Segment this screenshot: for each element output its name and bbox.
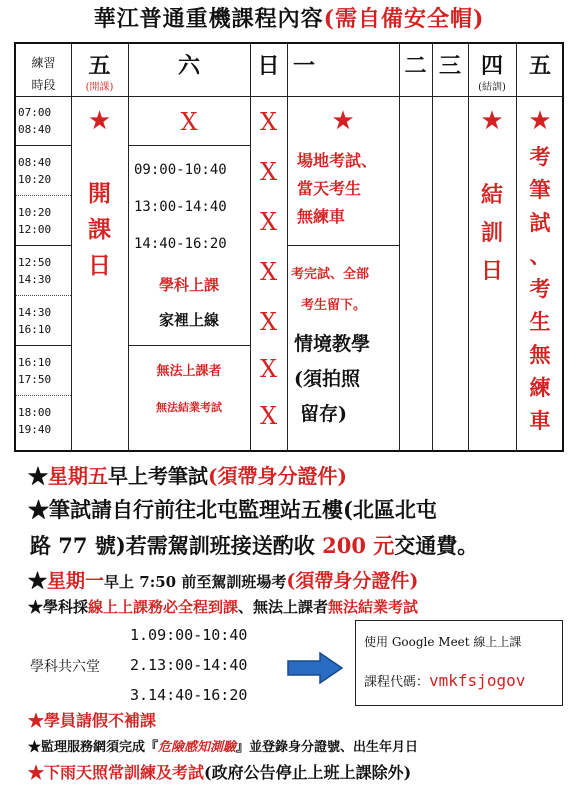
mon-situational: 情境教學 xyxy=(294,333,371,355)
mon-after-test-2: 考生留下。 xyxy=(301,298,367,313)
note-written-test-location: ★筆試請自行前往北屯監理站五樓(北區北屯 xyxy=(28,497,437,522)
header-label-practice: 練習 xyxy=(31,56,56,70)
note-no-makeup: ★學員請假不補課 xyxy=(28,711,157,730)
table-row-line xyxy=(16,145,71,146)
table-row-line xyxy=(128,345,250,346)
session-3: 3.14:40-16:20 xyxy=(130,686,248,704)
table-row-line xyxy=(287,245,399,246)
fri-test-text: 考 筆 試 、 考 生 無 練 車 xyxy=(529,144,551,433)
table-vline xyxy=(250,44,251,450)
day-mon: 一 xyxy=(293,53,316,79)
table-vline xyxy=(287,44,288,450)
sat-online-home: 家裡上線 xyxy=(158,311,219,329)
table-vline xyxy=(399,44,400,450)
x-mark-icon: X xyxy=(259,108,278,136)
fri-open-day-text: 開 課 日 xyxy=(88,180,111,279)
mon-after-test: 考完試、全部 xyxy=(291,267,370,282)
sat-online-class: 學科上課 xyxy=(158,276,219,294)
header-label-slot: 時段 xyxy=(31,78,56,92)
note-online-class: ★學科採線上上課務必全程到課、無法上課者無法結業考試 xyxy=(28,598,419,616)
mon-field-test-3: 無練車 xyxy=(297,207,346,226)
table-header-line xyxy=(16,96,562,97)
day-sat: 六 xyxy=(177,53,200,79)
meet-code-label: 課程代碼： xyxy=(364,675,430,690)
x-mark-icon: X xyxy=(259,158,278,186)
sessions-label: 學科共六堂 xyxy=(30,659,100,675)
table-row-line xyxy=(16,395,71,396)
time-slot: 18:00 19:40 xyxy=(18,406,52,436)
time-slot: 07:00 08:40 xyxy=(18,106,52,136)
day-fri-1: 五 xyxy=(88,53,111,79)
page-title xyxy=(0,2,578,33)
google-meet-box xyxy=(355,620,563,706)
arrow-right-icon xyxy=(286,651,344,685)
schedule-table xyxy=(14,42,564,452)
thu-end-note: (結訓) xyxy=(478,82,506,93)
fri-open-note: (開課) xyxy=(85,82,114,93)
x-mark-icon: X xyxy=(259,258,278,286)
table-vline xyxy=(432,44,433,450)
x-mark-icon: X xyxy=(259,355,278,383)
time-slot: 10:20 12:00 xyxy=(18,206,52,236)
sat-absent-note: 無法上課者 xyxy=(156,364,222,379)
sat-time-3: 14:40-16:20 xyxy=(134,236,227,252)
mon-field-test-2: 當天考生 xyxy=(297,179,362,198)
day-wed: 三 xyxy=(438,53,461,79)
star-icon: ★ xyxy=(331,106,355,136)
star-icon: ★ xyxy=(528,106,552,136)
meet-code-row xyxy=(364,671,525,690)
meet-info: 使用 Google Meet 線上上課 xyxy=(364,635,522,649)
day-tue: 二 xyxy=(404,53,427,79)
day-fri-2: 五 xyxy=(528,53,551,79)
table-row-line xyxy=(16,245,71,246)
day-thu: 四 xyxy=(480,53,503,79)
table-row-line xyxy=(128,145,250,146)
meet-code: vmkfsjogov xyxy=(429,671,526,690)
thu-end-day-text: 結 訓 日 xyxy=(480,182,503,284)
note-transport-fee: 路 77 號)若需駕訓班接送酌收 200 元交通費。 xyxy=(30,533,479,558)
star-icon: ★ xyxy=(480,106,504,136)
sat-absent-note-2: 無法結業考試 xyxy=(156,401,222,414)
note-friday-test: ★星期五早上考筆試(須帶身分證件) xyxy=(28,464,347,488)
mon-situational-3: 留存) xyxy=(300,403,347,425)
sat-time-1: 09:00-10:40 xyxy=(134,162,227,178)
title-main: 華江普通重機課程內容 xyxy=(93,6,324,32)
note-hazard-test: ★監理服務網須完成『危險感知測驗』並登錄身分證號、出生年月日 xyxy=(28,740,419,755)
title-helmet-note: (需自備安全帽) xyxy=(323,6,485,32)
x-mark-icon: X xyxy=(180,108,198,136)
table-row-line xyxy=(16,345,71,346)
table-row-line xyxy=(16,195,71,196)
star-icon: ★ xyxy=(87,106,112,136)
sat-time-2: 13:00-14:40 xyxy=(134,199,227,215)
session-1: 1.09:00-10:40 xyxy=(130,626,248,644)
note-monday-test: ★星期一早上 7:50 前至駕訓班場考(須帶身分證件) xyxy=(28,570,419,592)
x-mark-icon: X xyxy=(259,208,278,236)
note-rain: ★下雨天照常訓練及考試(政府公告停止上班上課除外) xyxy=(28,763,412,782)
table-row-line xyxy=(16,295,71,296)
table-vline xyxy=(128,44,129,450)
time-slot: 14:30 16:10 xyxy=(18,306,52,336)
x-mark-icon: X xyxy=(259,308,278,336)
time-slot: 08:40 10:20 xyxy=(18,156,52,186)
mon-situational-2: (須拍照 xyxy=(294,368,360,390)
day-sun: 日 xyxy=(257,53,280,79)
time-slot: 16:10 17:50 xyxy=(18,356,52,386)
time-slot: 12:50 14:30 xyxy=(18,256,52,286)
session-2: 2.13:00-14:40 xyxy=(130,656,248,674)
mon-field-test: 場地考試、 xyxy=(297,151,378,170)
x-mark-icon: X xyxy=(259,402,278,430)
